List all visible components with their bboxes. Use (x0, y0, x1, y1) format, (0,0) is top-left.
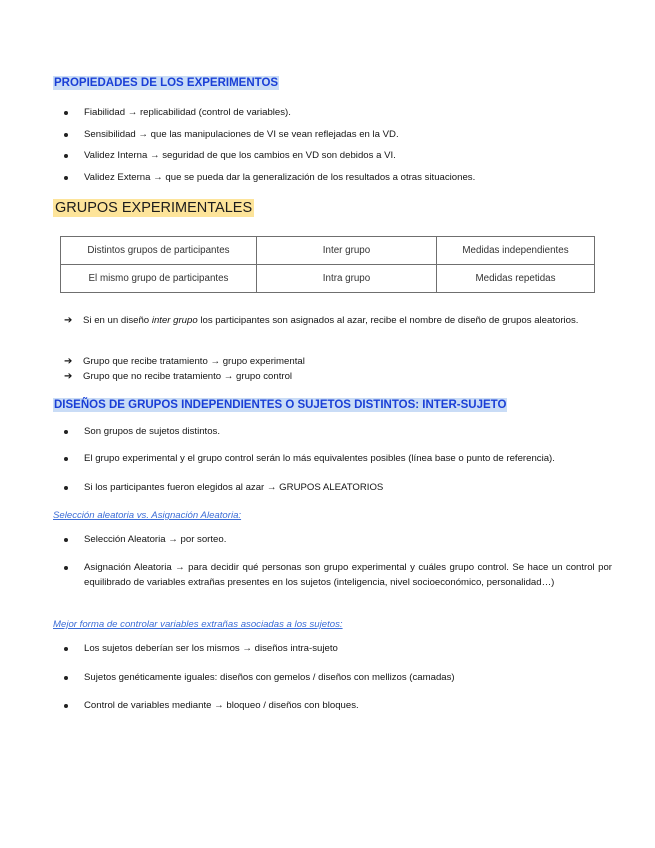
heading-grupos-experimentales (53, 200, 254, 216)
list-item: Selección Aleatoria → por sorteo. (64, 533, 614, 548)
table-row (61, 237, 595, 265)
table-cell: Medidas independientes (437, 237, 595, 265)
arrow-right-icon: ➔ (64, 356, 73, 367)
table-cell: Distintos grupos de participantes (61, 237, 257, 265)
list-item: Si los participantes fueron elegidos al azar → GRUPOS ALEATORIOS (64, 481, 614, 496)
bullet-dot-icon (64, 566, 68, 570)
list-item: Fiabilidad → replicabilidad (control de variables). (64, 106, 604, 121)
list-item: El grupo experimental y el grupo control serán lo más equivalentes posibles (línea base o punto de referencia). (64, 452, 614, 467)
bullet-dot-icon (64, 111, 68, 115)
link-seleccion-vs-asignacion[interactable]: Selección aleatoria vs. Asignación Aleatoria: (53, 510, 242, 521)
arrow-list-item (64, 314, 611, 329)
table-row (61, 265, 595, 293)
table-cell: Medidas repetidas (437, 265, 595, 293)
groups-table (60, 236, 595, 293)
bullet-dot-icon (64, 647, 68, 651)
link-mejor-forma[interactable]: Mejor forma de controlar variables extrañas asociadas a los sujetos: (53, 619, 343, 630)
list-item: Asignación Aleatoria → para decidir qué personas son grupo experimental y cuáles grupo control. Se hace un control por equilibrado de variables extrañas presentes en los sujetos (inteligencia, nivel socioeconómico, personalidad…) (64, 561, 612, 590)
list-item: Sujetos genéticamente iguales: diseños con gemelos / diseños con mellizos (camadas) (64, 671, 614, 686)
heading-inter-sujeto-text: DISEÑOS DE GRUPOS INDEPENDIENTES O SUJETOS DISTINTOS: INTER-SUJETO (54, 399, 507, 411)
list-item: Control de variables mediante → bloqueo / diseños con bloques. (64, 699, 614, 714)
heading-inter-sujeto (53, 399, 507, 411)
bullet-dot-icon (64, 704, 68, 708)
table-cell: El mismo grupo de participantes (61, 265, 257, 293)
list-item: Validez Externa → que se pueda dar la generalización de los resultados a otras situaciones. (64, 171, 604, 186)
list-item: Validez Interna → seguridad de que los cambios en VD son debidos a VI. (64, 149, 604, 164)
bullet-dot-icon (64, 486, 68, 490)
arrow-right-icon: ➔ (64, 371, 73, 382)
arrow-right-icon: ➔ (64, 315, 73, 326)
bullet-dot-icon (64, 538, 68, 542)
heading-grupos-text: GRUPOS EXPERIMENTALES (55, 200, 253, 216)
list-item: Los sujetos deberían ser los mismos → diseños intra-sujeto (64, 642, 614, 657)
arrow-list-item: ➔ Grupo que recibe tratamiento → grupo experimental (64, 355, 611, 370)
note-aleatorios: Si en un diseño inter grupo los participantes son asignados al azar, recibe el nombre de diseño de grupos aleatorios. (83, 315, 579, 326)
bullet-dot-icon (64, 457, 68, 461)
heading-propiedades-text: PROPIEDADES DE LOS EXPERIMENTOS (54, 77, 279, 89)
list-item: Sensibilidad → que las manipulaciones de VI se vean reflejadas en la VD. (64, 128, 604, 143)
table-cell: Inter grupo (257, 237, 437, 265)
bullet-dot-icon (64, 676, 68, 680)
bullet-dot-icon (64, 176, 68, 180)
bullet-dot-icon (64, 133, 68, 137)
list-item: Son grupos de sujetos distintos. (64, 425, 614, 440)
table-cell: Intra grupo (257, 265, 437, 293)
arrow-list-item: ➔ Grupo que no recibe tratamiento → grupo control (64, 370, 611, 385)
heading-propiedades (53, 77, 279, 89)
bullet-dot-icon (64, 154, 68, 158)
bullet-dot-icon (64, 430, 68, 434)
